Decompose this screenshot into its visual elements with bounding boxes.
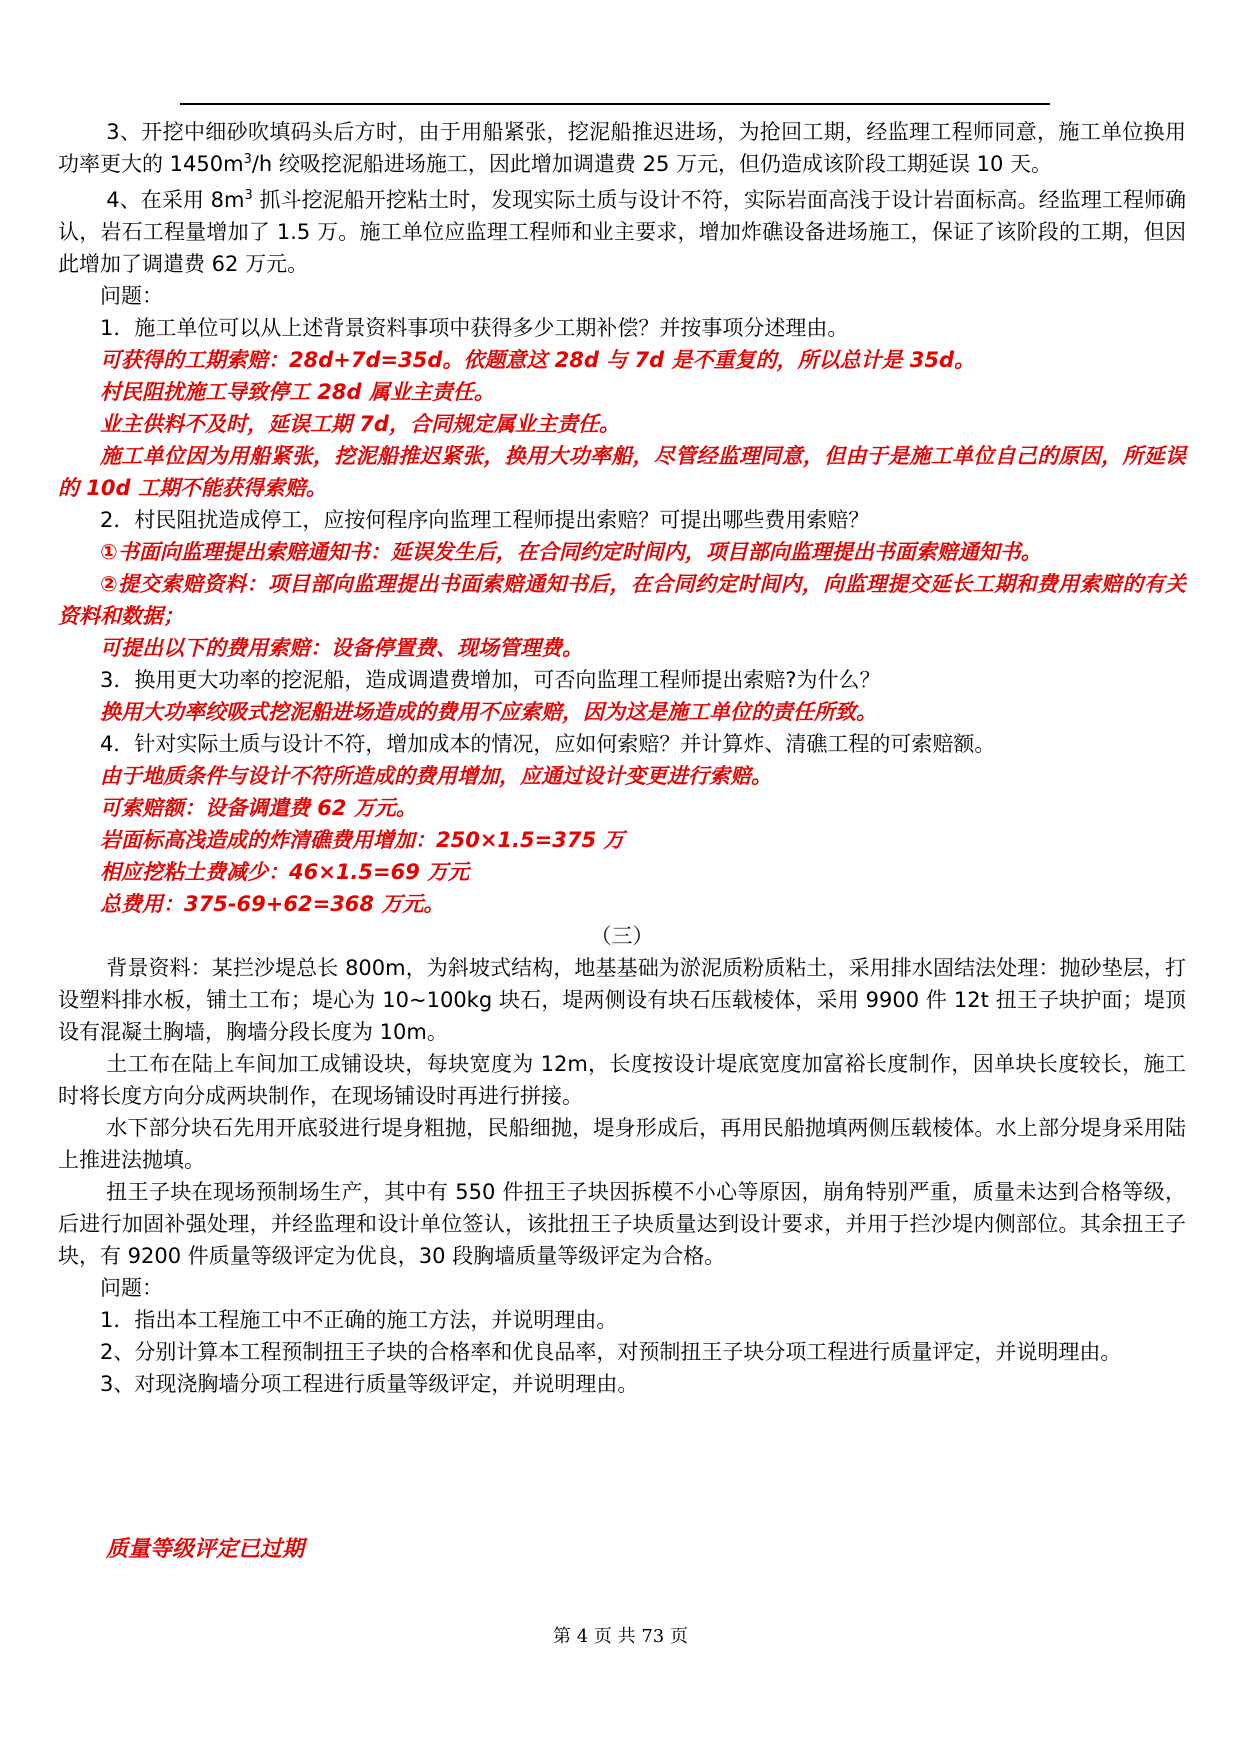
answer-line: 可提出以下的费用索赔：设备停置费、现场管理费。: [100, 636, 583, 660]
superscript: 3: [243, 152, 252, 167]
page-content: [58, 116, 1186, 1400]
answer-line: 施工单位因为用船紧张，挖泥船推迟紧张，换用大功率船，尽管经监理同意，但由于是施工单位自己的原因，所延误的 10d 工期不能获得索赔。: [58, 444, 1186, 500]
question-4: 4．针对实际土质与设计不符，增加成本的情况，应如何索赔？并计算炸、清礁工程的可索赔额。: [100, 732, 996, 756]
answer-line: ①书面向监理提出索赔通知书：延误发生后，在合同约定时间内，项目部向监理提出书面索赔通知书。: [100, 540, 1042, 564]
answer-line: 业主供料不及时，延误工期 7d，合同规定属业主责任。: [100, 412, 620, 436]
question-2: 2．村民阻扰造成停工，应按何程序向监理工程师提出索赔？可提出哪些费用索赔？: [100, 508, 870, 532]
question-label: 问题：: [100, 1276, 163, 1300]
paragraph-text: 4、在采用 8m: [106, 188, 245, 212]
question-3: 3．换用更大功率的挖泥船，造成调遣费增加，可否向监理工程师提出索赔?为什么？: [100, 668, 881, 692]
answer-line: 岩面标高浅造成的炸清礁费用增加：250×1.5=375 万: [100, 828, 625, 852]
background-paragraph: 土工布在陆上车间加工成铺设块，每块宽度为 12m，长度按设计堤底宽度加富裕长度制作，因单块长度较长，施工时将长度方向分成两块制作，在现场铺设时再进行拼接。: [58, 1052, 1186, 1108]
question-1: 1．施工单位可以从上述背景资料事项中获得多少工期补偿？并按事项分述理由。: [100, 316, 849, 340]
answer-line: 可获得的工期索赔：28d+7d=35d。依题意这 28d 与 7d 是不重复的，所以总计是 35d。: [100, 348, 976, 372]
section-heading: （三）: [590, 924, 654, 948]
header-rule: [180, 103, 1050, 105]
answer-line: 总费用：375-69+62=368 万元。: [100, 892, 445, 916]
background-paragraph: 扭王子块在现场预制场生产，其中有 550 件扭王子块因拆模不小心等原因，崩角特别严重，质量未达到合格等级，后进行加固补强处理，并经监理和设计单位签认，该批扭王子块质量达到设计要求，并用于拦沙堤内侧部位。其余扭王子块，有 9200 件质量等级评定为优良，30 段胸墙质量等级评定为合格。: [58, 1180, 1186, 1268]
page-footer: 第 4 页 共 73 页: [553, 1626, 688, 1647]
question-label: 问题：: [100, 284, 163, 308]
question-3: 3、对现浇胸墙分项工程进行质量等级评定，并说明理由。: [100, 1372, 639, 1396]
answer-line: 换用大功率绞吸式挖泥船进场造成的费用不应索赔，因为这是施工单位的责任所致。: [100, 700, 877, 724]
answer-line: ②提交索赔资料：项目部向监理提出书面索赔通知书后，在合同约定时间内，向监理提交延长工期和费用索赔的有关资料和数据；: [58, 572, 1186, 628]
paragraph-text: 3、开挖中细砂吹填码头后方时，由于用船紧张，挖泥船推迟进场，为抢回工期，经监理工程师同意，施工单位换用功率更大的 1450m: [58, 120, 1186, 176]
answer-line: 由于地质条件与设计不符所造成的费用增加，应通过设计变更进行索赔。: [100, 764, 772, 788]
background-paragraph-4: [58, 184, 1186, 280]
question-1: 1．指出本工程施工中不正确的施工方法，并说明理由。: [100, 1308, 618, 1332]
answer-line: 相应挖粘土费减少：46×1.5=69 万元: [100, 860, 470, 884]
answer-line: 村民阻扰施工导致停工 28d 属业主责任。: [100, 380, 495, 404]
background-paragraph: 背景资料：某拦沙堤总长 800m，为斜坡式结构，地基基础为淤泥质粉质粘土，采用排水固结法处理：抛砂垫层，打设塑料排水板，铺土工布；堤心为 10~100kg 块石，堤两侧设有块石压载棱体，采用 9900 件 12t 扭王子块护面；堤顶设有混凝土胸墙，胸墙分段长度为 10m。: [58, 956, 1186, 1044]
background-paragraph-3: [58, 116, 1186, 180]
question-2: 2、分别计算本工程预制扭王子块的合格率和优良品率，对预制扭王子块分项工程进行质量评定，并说明理由。: [100, 1340, 1122, 1364]
paragraph-text: 抓斗挖泥船开挖粘土时，发现实际土质与设计不符，实际岩面高浅于设计岩面标高。经监理工程师确认，岩石工程量增加了 1.5 万。施工单位应监理工程师和业主要求，增加炸礁设备进场施工，保证了该阶段的工期，但因此增加了调遣费 62 万元。: [58, 188, 1186, 276]
paragraph-text: /h 绞吸挖泥船进场施工，因此增加调遣费 25 万元，但仍造成该阶段工期延误 10 天。: [251, 152, 1053, 176]
tail-note: 质量等级评定已过期: [106, 1537, 305, 1562]
background-paragraph: 水下部分块石先用开底驳进行堤身粗抛，民船细抛，堤身形成后，再用民船抛填两侧压载棱体。水上部分堤身采用陆上推进法抛填。: [58, 1116, 1186, 1172]
answer-line: 可索赔额：设备调遣费 62 万元。: [100, 796, 417, 820]
superscript: 3: [244, 188, 253, 203]
